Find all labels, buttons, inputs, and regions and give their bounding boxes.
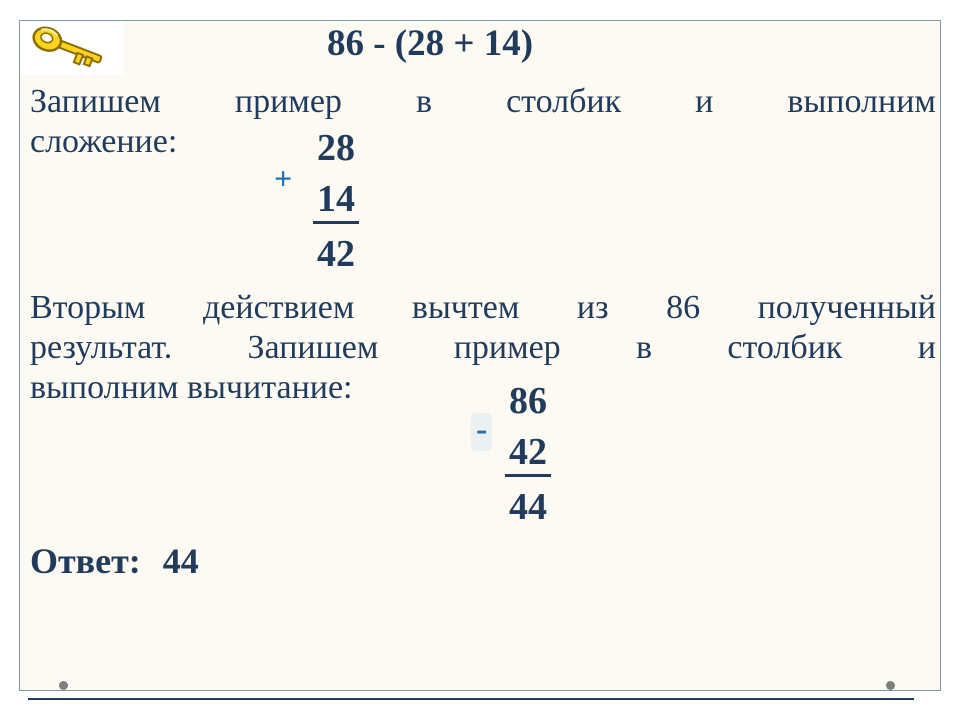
paragraph-2-line-2 bbox=[30, 328, 936, 368]
key-icon bbox=[20, 21, 124, 75]
paragraph-1-line-1 bbox=[30, 82, 936, 122]
word: в bbox=[636, 329, 653, 366]
paragraph-2-line-1 bbox=[30, 288, 936, 328]
addition-addend2: 14 bbox=[313, 177, 359, 224]
addition-addend2-row bbox=[313, 174, 359, 227]
word: и bbox=[695, 83, 714, 120]
bullet-dot-left bbox=[59, 681, 68, 690]
subtraction-difference: 44 bbox=[509, 485, 547, 528]
word: выполним bbox=[787, 83, 936, 120]
word: и bbox=[917, 329, 936, 366]
addition-sum: 42 bbox=[317, 232, 355, 275]
word: 86 bbox=[666, 289, 701, 326]
answer-line bbox=[30, 540, 199, 582]
subtraction-difference-row bbox=[505, 480, 551, 533]
word: пример bbox=[234, 83, 342, 120]
plus-sign: + bbox=[274, 160, 293, 196]
word: Запишем bbox=[30, 83, 161, 120]
paragraph-1-line-2: сложение: bbox=[30, 123, 178, 160]
word: столбик bbox=[506, 83, 622, 120]
word: столбик bbox=[727, 329, 843, 366]
minus-sign: - bbox=[471, 413, 492, 451]
addition-addend1: 28 bbox=[317, 126, 355, 169]
word: Вторым bbox=[30, 289, 146, 326]
answer-value: 44 bbox=[162, 541, 199, 581]
paragraph-2-line-3: выполним вычитание: bbox=[30, 369, 353, 406]
word: вычтем bbox=[411, 289, 520, 326]
footer-divider-line bbox=[28, 698, 914, 700]
slide-title: 86 - (28 + 14) bbox=[326, 23, 534, 64]
bullet-dot-right bbox=[886, 681, 895, 690]
subtraction-subtrahend-row bbox=[505, 427, 551, 480]
answer-label: Ответ: bbox=[30, 541, 141, 581]
word: из bbox=[576, 289, 609, 326]
addition-sum-row bbox=[313, 227, 359, 280]
paragraph-1 bbox=[30, 82, 936, 162]
word: Запишем bbox=[247, 329, 379, 366]
addition-addend1-row bbox=[313, 121, 359, 174]
paragraph-2 bbox=[30, 288, 936, 408]
word: действием bbox=[202, 289, 355, 326]
subtraction-subtrahend: 42 bbox=[505, 430, 551, 477]
word: в bbox=[415, 83, 433, 120]
word: полученный bbox=[757, 289, 936, 326]
subtraction-column bbox=[505, 374, 551, 533]
addition-column bbox=[313, 121, 359, 280]
key-icon-graphic bbox=[22, 23, 122, 73]
word: результат. bbox=[30, 329, 173, 366]
word: пример bbox=[453, 329, 561, 366]
subtraction-minuend-row bbox=[505, 374, 551, 427]
subtraction-minuend: 86 bbox=[509, 379, 547, 422]
